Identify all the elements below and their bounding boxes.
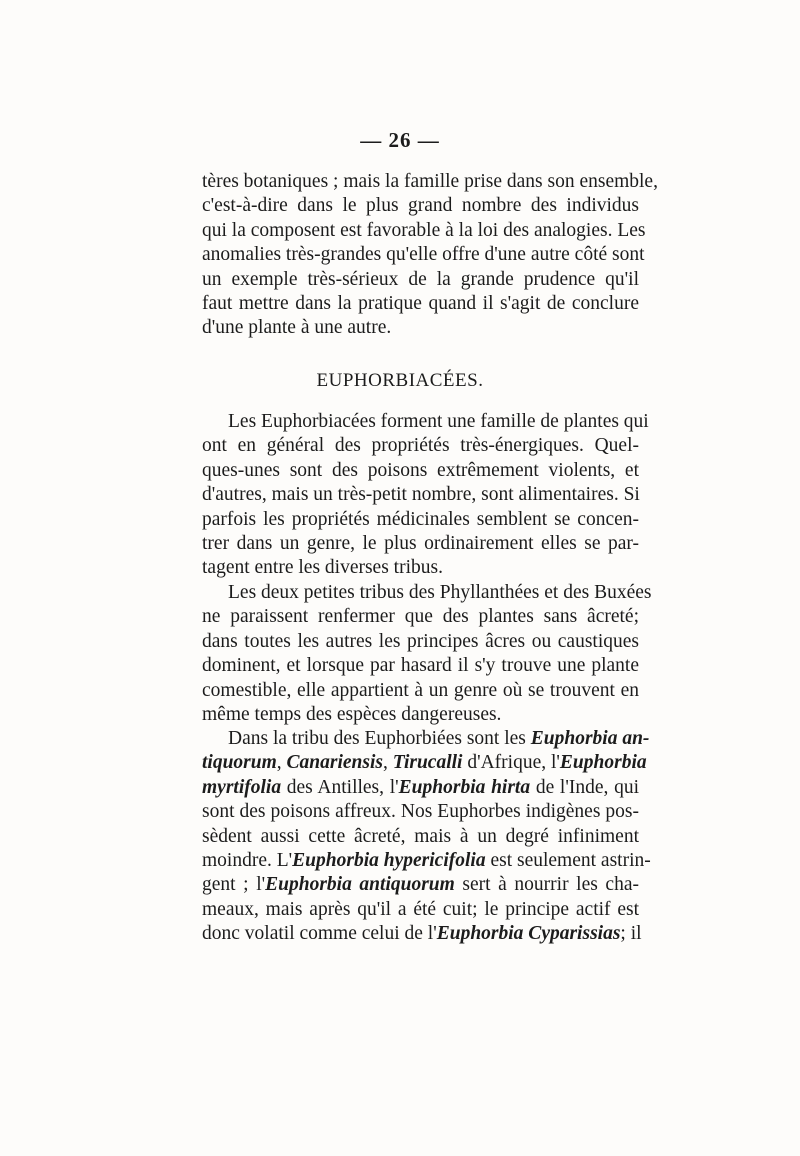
text-line: d'autres, mais un très-petit nombre, sont alimentaires. Si	[202, 484, 640, 506]
text-line: meaux, mais après qu'il a été cuit; le principe actif est	[202, 898, 639, 920]
page-number: — 26 —	[360, 128, 440, 152]
text-line	[202, 922, 642, 946]
text-line: sèdent aussi cette âcreté, mais à un degré infiniment	[202, 825, 639, 847]
text-line: Les deux petites tribus des Phyllanthées et des Buxées	[228, 582, 652, 603]
text-run: est seulement astrin-	[485, 850, 651, 872]
text-run: moindre. L'	[202, 850, 293, 872]
species-name: Euphorbia antiquorum	[265, 874, 455, 896]
text-line: anomalies très-grandes qu'elle offre d'une autre côté sont	[202, 244, 645, 266]
text-line: qui la composent est favorable à la loi des analogies. Les	[202, 219, 646, 241]
text-run: des Antilles, l'	[281, 776, 399, 798]
text-run: gent ; l'	[202, 874, 266, 896]
text-line	[202, 873, 639, 897]
text-line: tères botaniques ; mais la famille prise dans son ensemble,	[202, 171, 658, 192]
text-run: sert à nourrir les cha-	[454, 874, 639, 896]
text-run: ,	[276, 752, 287, 774]
paragraph-continuation	[202, 170, 658, 341]
text-line: un exemple très-sérieux de la grande prudence qu'il	[202, 268, 639, 290]
text-line: tagent entre les diverses tribus.	[202, 557, 443, 579]
text-line: sont des poisons affreux. Nos Euphorbes indigènes pos-	[202, 801, 639, 823]
text-line	[202, 751, 647, 775]
text-run: ; il	[620, 923, 642, 945]
text-line: Les Euphorbiacées forment une famille de plantes qui	[228, 411, 649, 432]
paragraph-tribus	[202, 581, 652, 727]
text-line	[202, 776, 639, 800]
text-line: ont en général des propriétés très-énergiques. Quel-	[202, 435, 639, 457]
text-line	[202, 727, 650, 751]
text-line	[202, 849, 651, 873]
text-line: dominent, et lorsque par hasard il s'y trouve une plante	[202, 655, 639, 677]
species-name: Canariensis	[286, 752, 383, 774]
text-line: parfois les propriétés médicinales semblent se concen-	[202, 508, 639, 530]
text-run: d'Afrique, l'	[462, 752, 560, 774]
species-name: Euphorbia Cyparissias	[436, 923, 621, 945]
text-line: même temps des espèces dangereuses.	[202, 704, 502, 726]
species-name: Euphorbia	[559, 752, 647, 774]
paragraph-euphorbiees	[202, 727, 651, 947]
text-run: ,	[383, 752, 393, 774]
species-name: Euphorbia hypericifolia	[292, 850, 486, 872]
paragraph-euphorbiacees	[202, 410, 649, 581]
species-name: tiquorum	[202, 752, 277, 774]
text-line: comestible, elle appartient à un genre où se trouvent en	[202, 679, 639, 701]
text-run: donc volatil comme celui de l'	[202, 923, 437, 945]
text-run: de l'Inde, qui	[530, 776, 639, 798]
section-heading: EUPHORBIACÉES.	[316, 370, 484, 391]
text-line: d'une plante à une autre.	[202, 317, 392, 339]
species-name: Euphorbia an-	[530, 728, 650, 749]
text-line: faut mettre dans la pratique quand il s'agit de conclure	[202, 293, 639, 315]
species-name: Tirucalli	[392, 752, 463, 774]
species-name: Euphorbia hirta	[398, 776, 531, 798]
text-line: trer dans un genre, le plus ordinairement elles se par-	[202, 533, 639, 555]
species-name: myrtifolia	[202, 776, 282, 798]
text-line: ques-unes sont des poisons extrêmement violents, et	[202, 459, 639, 481]
text-line: dans toutes les autres les principes âcres ou caustiques	[202, 630, 639, 652]
text-run: Dans la tribu des Euphorbiées sont les	[228, 728, 531, 749]
text-line: c'est-à-dire dans le plus grand nombre des individus	[202, 195, 639, 217]
text-line: ne paraissent renfermer que des plantes sans âcreté;	[202, 606, 639, 628]
